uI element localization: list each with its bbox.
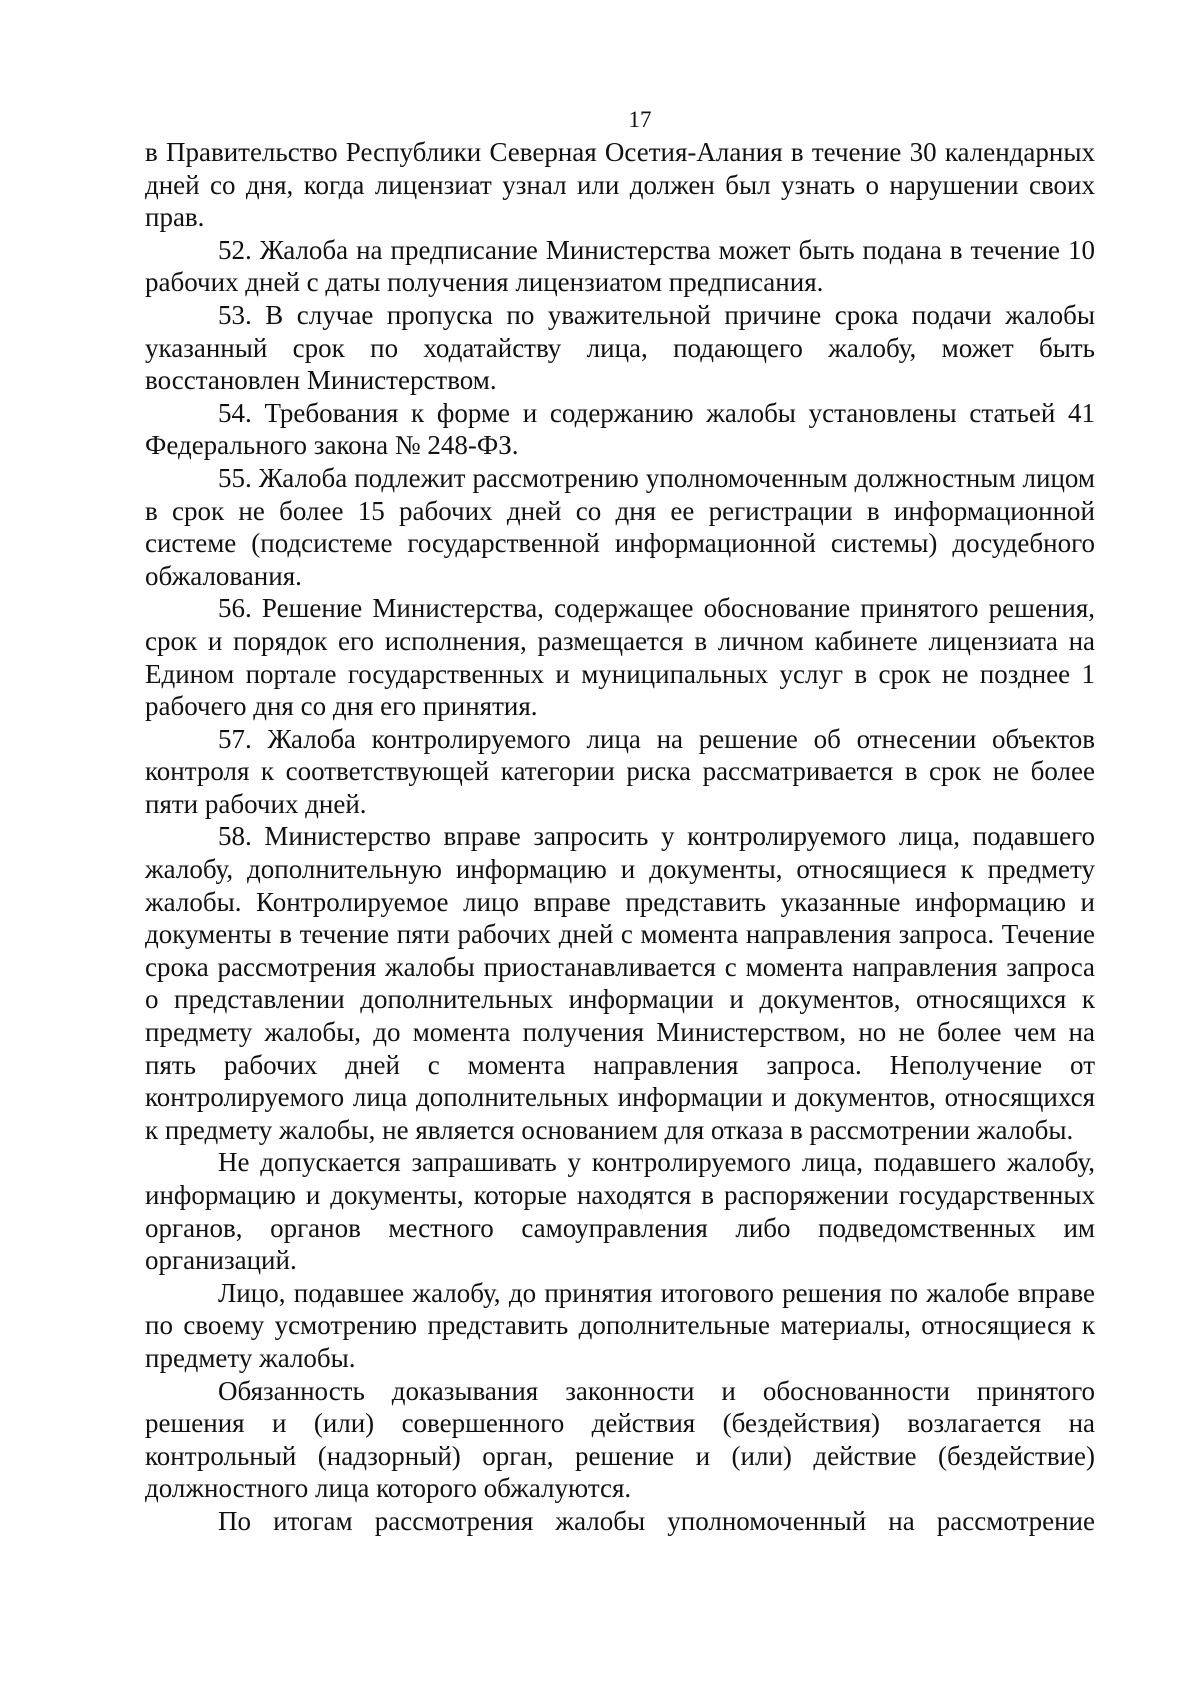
page-number: 17 xyxy=(628,107,652,132)
paragraph-no-request: Не допускается запрашивать у контролируемого лица, подавшего жалобу, информацию и документы, которые находятся в распоряжении государственных органов, органов местного самоуправления либо подведомственных им организаций. xyxy=(145,1147,1095,1276)
paragraph-57: 57. Жалоба контролируемого лица на решение об отнесении объектов контроля к соответствующей категории риска рассматривается в срок не более пяти рабочих дней. xyxy=(145,723,1095,819)
paragraph-53: 53. В случае пропуска по уважительной причине срока подачи жалобы указанный срок по ходатайству лица, подающего жалобу, может быть восстановлен Министерством. xyxy=(145,299,1095,396)
paragraph-55: 55. Жалоба подлежит рассмотрению уполномоченным должностным лицом в срок не более 15 рабочих дней со дня ее регистрации в информационной системе (подсистеме государственной информационной системы) досудебного обжалования. xyxy=(145,462,1095,591)
paragraph-58: 58. Министерство вправе запросить у контролируемого лица, подавшего жалобу, дополнительную информацию и документы, относящиеся к предмету жалобы. Контролируемое лицо вправе представить указанные информацию и документы в течение пяти рабочих дней с момента направления запроса. Течение срока рассмотрения жалобы приостанавливается с момента направления запроса о представлении дополнительных информации и документов, относящихся к предмету жалобы, до момента получения Министерством, но не более чем на пять рабочих дней с момента направления запроса. Неполучение от контролируемого лица дополнительных информации и документов, относящихся к предмету жалобы, не является основанием для отказа в рассмотрении жалобы. xyxy=(145,821,1095,1145)
document-page xyxy=(145,106,1095,1538)
paragraph-additional-materials: Лицо, подавшее жалобу, до принятия итогового решения по жалобе вправе по своему усмотрению представить дополнительные материалы, относящиеся к предмету жалобы. xyxy=(145,1277,1095,1373)
paragraph-54: 54. Требования к форме и содержанию жалобы установлены статьей 41 Федерального закона № 248-ФЗ. xyxy=(145,397,1095,461)
paragraph-52: 52. Жалоба на предписание Министерства может быть подана в течение 10 рабочих дней с даты получения лицензиатом предписания. xyxy=(145,234,1095,298)
paragraph-results: По итогам рассмотрения жалобы уполномоченный на рассмотрение xyxy=(218,1505,1095,1536)
paragraph-continuation: в Правительство Республики Северная Осетия-Алания в течение 30 календарных дней со дня, когда лицензиат узнал или должен был узнать о нарушении своих прав. xyxy=(145,137,1095,233)
paragraph-56: 56. Решение Министерства, содержащее обоснование принятого решения, срок и порядок его исполнения, размещается в личном кабинете лицензиата на Едином портале государственных и муниципальных услуг в срок не позднее 1 рабочего дня со дня его принятия. xyxy=(145,593,1095,722)
paragraph-burden-of-proof: Обязанность доказывания законности и обоснованности принятого решения и (или) совершенного действия (бездействия) возлагается на контрольный (надзорный) орган, решение и (или) действие (бездействие) должностного лица которого обжалуются. xyxy=(145,1375,1095,1504)
